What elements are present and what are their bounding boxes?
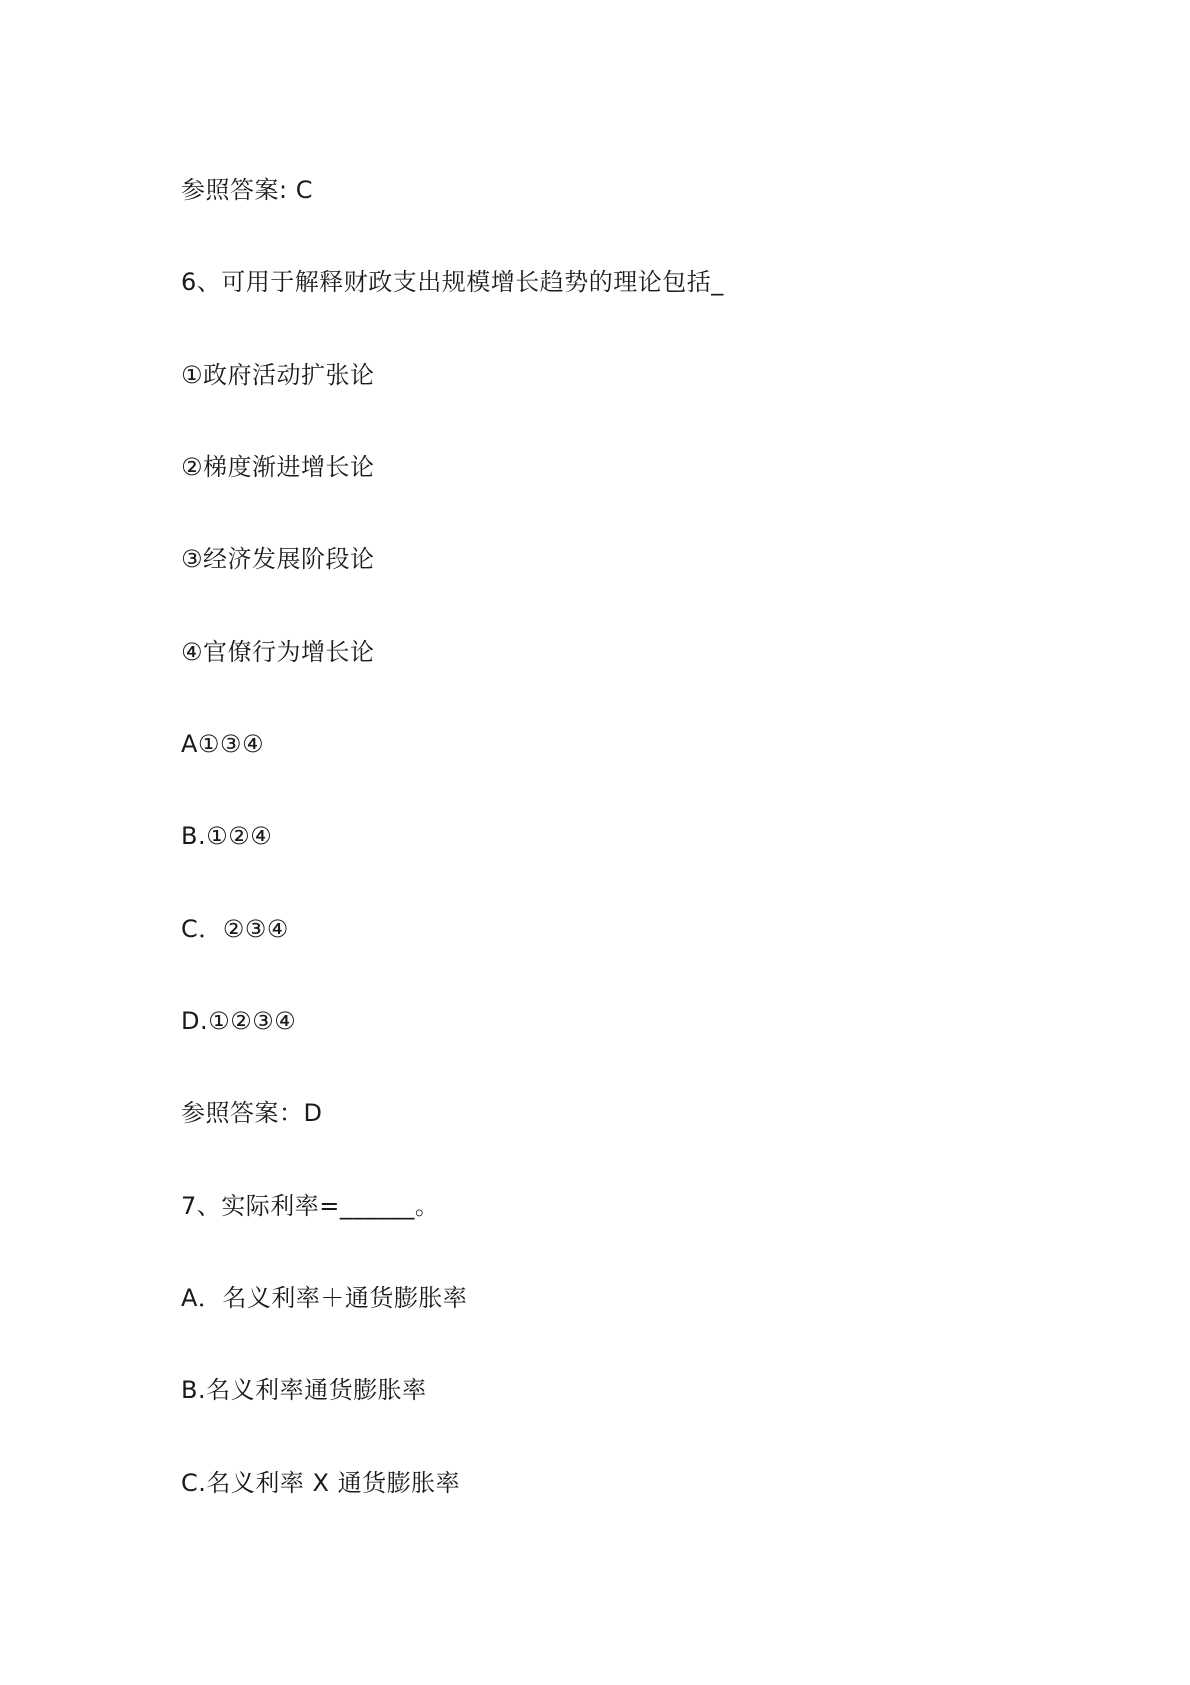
theory-item-2: ②梯度渐进增长论 [181, 453, 375, 481]
theory-item-3: ③经济发展阶段论 [181, 545, 375, 573]
option-b-q6: B.①②④ [181, 822, 273, 850]
option-a-q7: A．名义利率＋通货膨胀率 [181, 1284, 468, 1312]
option-c-q7: C.名义利率 X 通货膨胀率 [181, 1469, 461, 1497]
theory-item-1: ①政府活动扩张论 [181, 361, 375, 389]
answer-line-q5: 参照答案: C [181, 176, 313, 204]
theory-item-4: ④官僚行为增长论 [181, 638, 375, 666]
option-b-q7: B.名义利率通货膨胀率 [181, 1376, 427, 1404]
answer-line-q6: 参照答案：D [181, 1099, 323, 1127]
question-7-text: 7、实际利率=______。 [181, 1192, 440, 1220]
option-c-q6: C．②③④ [181, 915, 289, 943]
option-d-q6: D.①②③④ [181, 1007, 297, 1035]
question-6-text: 6、可用于解释财政支出规模增长趋势的理论包括_ [181, 268, 724, 296]
option-a-q6: A①③④ [181, 730, 264, 758]
